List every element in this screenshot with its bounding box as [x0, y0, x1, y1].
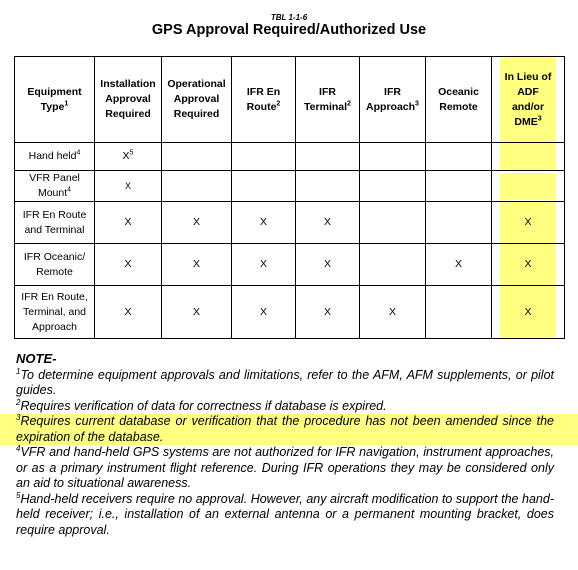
note-3: $^3$Requires current database or verification that the procedure has not been amended since the expiration of the database.: [0, 414, 578, 445]
table-cell: X: [232, 244, 296, 286]
row-label-hand-held: Hand held$^4$: [15, 143, 95, 171]
table-cell: X: [492, 244, 565, 286]
note-2: $^2$Requires verification of data for correctness if database is expired.: [16, 397, 387, 413]
table-cell: [232, 171, 296, 202]
row-label-vfr-panel-mount: VFR Panel Mount$^4$: [15, 171, 95, 202]
notes-heading: NOTE-: [16, 351, 57, 366]
header-row: [15, 57, 565, 143]
col-header-in-lieu-of-adf-dme: In Lieu of ADF and/or DME$^3$: [492, 57, 565, 143]
table-cell: [426, 202, 492, 244]
table-cell: X: [360, 286, 426, 339]
table-cell: [162, 171, 232, 202]
note-4: $^4$VFR and hand-held GPS systems are not authorized for IFR navigation, instrument approaches, or as a primary instrument flight reference. During IFR operations they may be considered only an aid to situational awareness.: [16, 443, 554, 490]
col-header-ifr-terminal: IFR Terminal$^2$: [296, 57, 360, 143]
table-cell: [360, 171, 426, 202]
table-cell: [296, 171, 360, 202]
table-row: [15, 286, 565, 339]
col-header-ifr-en-route: IFR En Route$^2$: [232, 57, 296, 143]
table-number: TBL 1-1-6: [270, 13, 308, 22]
table-cell: [492, 143, 565, 171]
table-cell: X: [95, 171, 162, 202]
col-header-oceanic-remote: Oceanic Remote: [426, 57, 492, 143]
col-header-ifr-approach: IFR Approach$^3$: [360, 57, 426, 143]
table-cell: [360, 143, 426, 171]
table-cell: X: [162, 286, 232, 339]
table-cell: X: [95, 202, 162, 244]
table-cell: X: [426, 244, 492, 286]
col-header-equipment-type: Equipment Type$^1$: [15, 57, 95, 143]
row-label-ifr-en-route-terminal-approach: IFR En Route, Terminal, and Approach: [15, 286, 95, 339]
table-cell: X: [296, 202, 360, 244]
table-cell: [426, 171, 492, 202]
table-cell: [162, 143, 232, 171]
table-cell: [492, 171, 565, 202]
table-row: [15, 143, 565, 171]
table-cell: X: [95, 286, 162, 339]
table-cell: [360, 244, 426, 286]
col-header-installation-approval: Installation Approval Required: [95, 57, 162, 143]
table-title: GPS Approval Required/Authorized Use: [151, 22, 427, 38]
table-cell: X: [232, 202, 296, 244]
table-cell: X: [296, 286, 360, 339]
table-cell: X: [492, 202, 565, 244]
table-cell: [360, 202, 426, 244]
table-row: [15, 244, 565, 286]
table-cell: X: [492, 286, 565, 339]
note-1: $^1$To determine equipment approvals and limitations, refer to the AFM, AFM supplements, or pilot guides.: [16, 366, 554, 397]
table-cell: X: [95, 244, 162, 286]
row-label-ifr-oceanic-remote: IFR Oceanic/ Remote: [15, 244, 95, 286]
table-row: [15, 171, 565, 202]
row-label-ifr-en-route-terminal: IFR En Route and Terminal: [15, 202, 95, 244]
col-header-operational-approval: Operational Approval Required: [162, 57, 232, 143]
table-cell: [296, 143, 360, 171]
table-cell: X: [232, 286, 296, 339]
gps-approval-table: [14, 56, 565, 339]
table-cell: X: [296, 244, 360, 286]
table-cell: X: [162, 202, 232, 244]
table-cell: [232, 143, 296, 171]
table-cell: $X^5$: [95, 143, 162, 171]
table-cell: X: [162, 244, 232, 286]
table-cell: [426, 143, 492, 171]
table-row: [15, 202, 565, 244]
table-cell: [426, 286, 492, 339]
note-5: $^5$Hand-held receivers require no approval. However, any aircraft modification to support the hand-held receiver; i.e., installation of an external antenna or a permanent mounting bracket, does require approval.: [16, 490, 554, 537]
notes-section: [16, 351, 554, 538]
